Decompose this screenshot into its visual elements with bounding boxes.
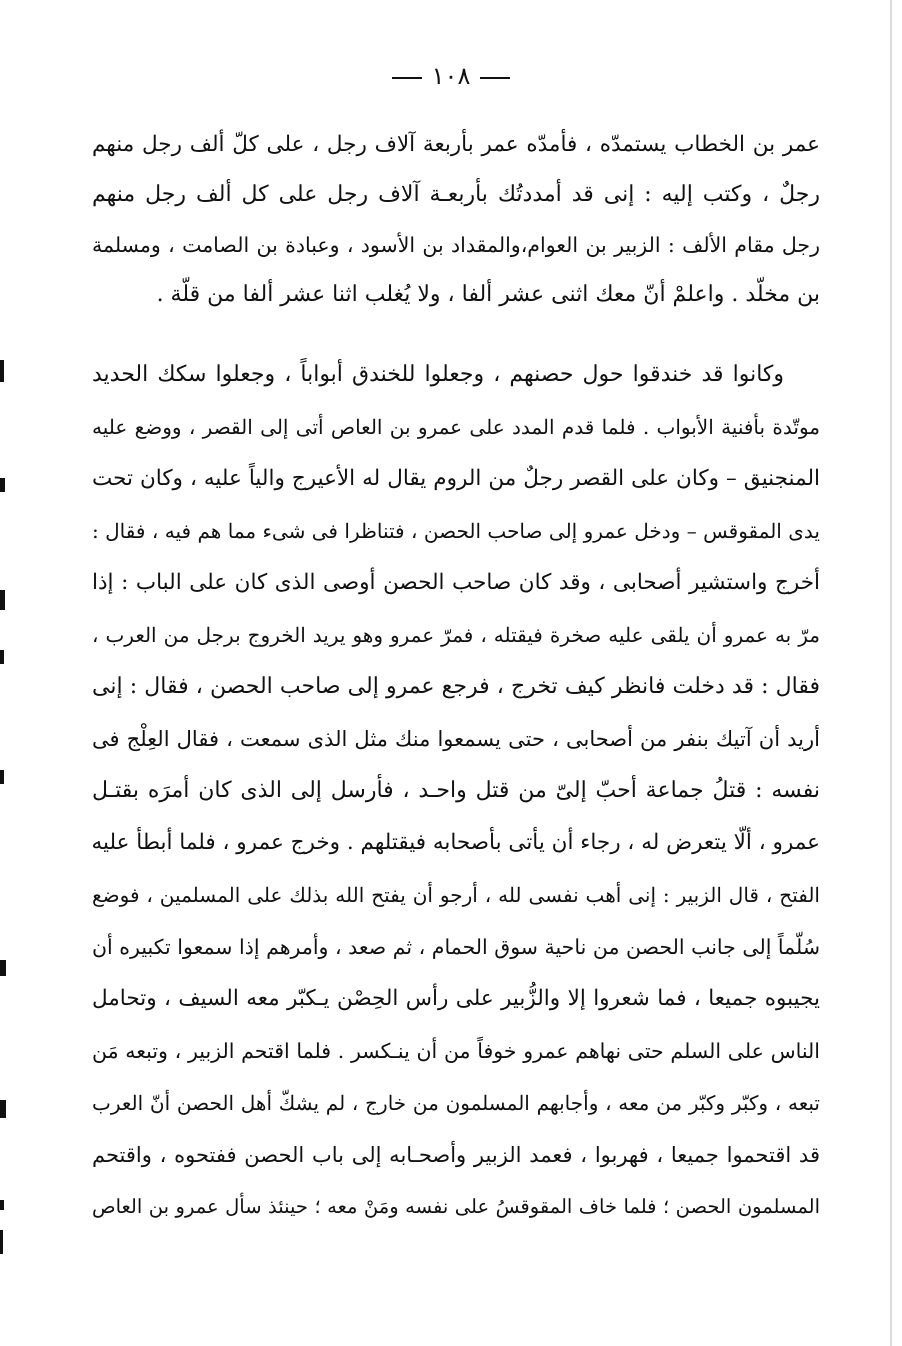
text-line: المسلمون الحصن ؛ فلما خاف المقوقسُ على نفسه ومَنْ معه ؛ حينئذ سأل عمرو بن العاص xyxy=(92,1195,820,1218)
page-number xyxy=(0,62,902,90)
margin-mark xyxy=(0,1100,6,1118)
margin-mark xyxy=(0,1230,3,1254)
text-line: الناس على السلم حتى نهاهم عمرو خوفاً من أن ينـكسر . فلما اقتحم الزبير ، وتبعه مَن xyxy=(92,1039,820,1063)
text-line: الفتح ، قال الزبير : إنى أهب نفسى لله ، أرجو أن يفتح الله بذلك على المسلمين ، فوضع xyxy=(92,883,820,907)
page-number-value: ١٠٨ xyxy=(431,62,471,90)
margin-mark xyxy=(0,1200,4,1210)
text-line: سُلّماً إلى جانب الحصن من ناحية سوق الحمام ، ثم صعد ، وأمرهم إذا سمعوا تكبيره أن xyxy=(92,935,820,959)
text-line: وكانوا قد خندقوا حول حصنهم ، وجعلوا للخندق أبواباً ، وجعلوا سكك الحديد xyxy=(92,362,784,387)
text-line: فقال : قد دخلت فانظر كيف تخرج ، فرجع عمرو إلى صاحب الحصن ، فقال : إنى xyxy=(92,674,820,699)
margin-mark xyxy=(0,360,4,382)
margin-mark xyxy=(0,960,6,976)
paragraph-1 xyxy=(92,120,820,330)
text-line: يجيبوه جميعا ، فما شعروا إلا والزُّبير على رأس الحِصْن يـكبّر معه السيف ، وتحامل xyxy=(92,986,820,1011)
text-line: يدى المقوقس – ودخل عمرو إلى صاحب الحصن ، فتناظرا فى شىء مما هم فيه ، فقال : xyxy=(92,519,820,543)
text-line: قد اقتحموا جميعا ، فهربوا ، فعمد الزبير وأصحـابه إلى باب الحصن ففتحوه ، واقتحم xyxy=(92,1143,820,1167)
page-number-dash-left xyxy=(392,77,422,79)
text-line: موتّدة بأفنية الأبواب . فلما قدم المدد على عمرو بن العاص أتى إلى القصر ، ووضع عليه xyxy=(92,415,820,439)
page-edge xyxy=(890,0,892,1346)
text-line: تبعه ، وكبّر وكبّر من معه ، وأجابهم المسلمون من خارج ، لم يشكّ أهل الحصن أنّ العرب xyxy=(92,1091,820,1115)
text-line: نفسه : قتلُ جماعة أحبّ إلىّ من قتل واحـد ، فأرسل إلى الذى كان أمرَه بقتـل xyxy=(92,778,820,803)
text-line: عمرو ، ألّا يتعرض له ، رجاء أن يأتى بأصحابه فيقتلهم . وخرج عمرو ، فلما أبطأ عليه xyxy=(91,830,820,855)
text-line: المنجنيق – وكان على القصر رجلٌ من الروم يقال له الأعيرج والياً عليه ، وكان تحت xyxy=(92,466,820,491)
text-line: مرّ به عمرو أن يلقى عليه صخرة فيقتله ، فمرّ عمرو وهو يريد الخروج برجل من العرب ، xyxy=(92,623,820,647)
margin-mark xyxy=(0,770,4,784)
text-line: أخرج واستشير أصحابى ، وقد كان صاحب الحصن أوصى الذى كان على الباب : إذا xyxy=(92,570,820,595)
margin-mark xyxy=(0,590,5,610)
page-number-dash-right xyxy=(480,77,510,79)
text-line: أريد أن آتيك بنفر من أصحابى ، حتى يسمعوا منك مثل الذى سمعت ، فقال العِلْج فى xyxy=(92,727,820,751)
text-line: بن مخلّد . واعلمْ أنّ معك اثنى عشر ألفا ، ولا يُغلب اثنا عشر ألفا من قلّة . xyxy=(156,282,820,307)
text-line: رجل مقام الألف : الزبير بن العوام،والمقداد بن الأسود ، وعبادة بن الصامت ، ومسلمة xyxy=(92,233,820,257)
text-line: عمر بن الخطاب يستمدّه ، فأمدّه عمر بأربعة آلاف رجل ، على كلّ ألف رجل منهم xyxy=(92,132,820,157)
paragraph-2 xyxy=(92,350,820,1250)
text-line: رجلٌ ، وكتب إليه : إنى قد أمددتُك بأربعـة آلاف رجل على كل ألف رجل منهم xyxy=(92,182,820,207)
margin-mark xyxy=(0,478,5,492)
margin-mark xyxy=(0,650,4,664)
